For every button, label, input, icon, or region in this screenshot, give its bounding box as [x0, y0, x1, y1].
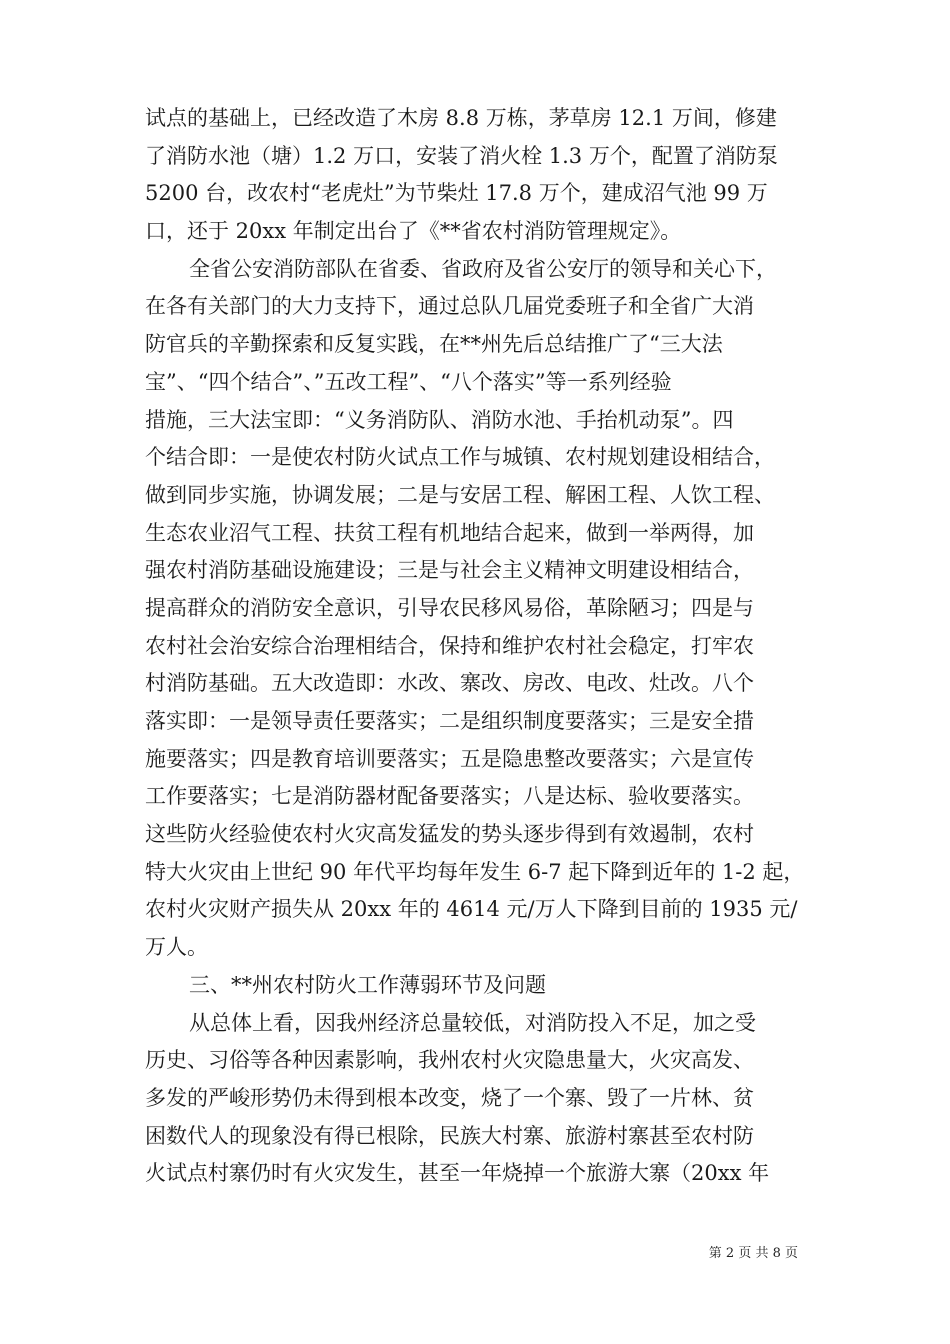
text-line: 强农村消防基础设施建设；三是与社会主义精神文明建设相结合，	[145, 558, 754, 583]
text-line: 这些防火经验使农村火灾高发猛发的势头逐步得到有效遏制，农村	[145, 822, 754, 847]
text-line: 提高群众的消防安全意识，引导农民移风易俗，革除陋习；四是与	[145, 595, 754, 620]
page-number-footer: 第 2 页 共 8 页	[708, 1246, 798, 1261]
section-heading: 三、**州农村防火工作薄弱环节及问题	[189, 972, 546, 997]
text-line: 困数代人的现象没有得已根除，民族大村寨、旅游村寨甚至农村防	[145, 1123, 754, 1148]
text-line: 历史、习俗等各种因素影响，我州农村火灾隐患量大，火灾高发、	[145, 1048, 754, 1073]
paragraph-start-line: 全省公安消防部队在省委、省政府及省公安厅的领导和关心下，	[189, 256, 777, 281]
document-body	[145, 100, 830, 1193]
text-line: 做到同步实施，协调发展；二是与安居工程、解困工程、人饮工程、	[145, 482, 775, 507]
text-line: 措施，三大法宝即：“义务消防队、消防水池、手抬机动泵”。四	[145, 407, 734, 432]
text-line: 万人。	[145, 935, 208, 960]
text-line: 在各有关部门的大力支持下，通过总队几届党委班子和全省广大消	[145, 294, 754, 319]
text-line: 宝”、“四个结合”、”五改工程”、“八个落实”等一系列经验	[145, 369, 672, 394]
text-line: 试点的基础上，已经改造了木房 8.8 万栋，茅草房 12.1 万间，修建	[145, 106, 777, 130]
text-line: 口，还于 20xx 年制定出台了《**省农村消防管理规定》。	[145, 219, 682, 244]
text-line: 5200 台，改农村“老虎灶”为节柴灶 17.8 万个，建成沼气池 99 万	[145, 181, 768, 206]
text-line: 农村火灾财产损失从 20xx 年的 4614 元/万人下降到目前的 1935 元/	[145, 897, 798, 922]
text-line: 农村社会治安综合治理相结合，保持和维护农村社会稳定，打牢农	[145, 633, 754, 658]
text-line: 防官兵的辛勤探索和反复实践，在**州先后总结推广了“三大法	[145, 332, 723, 357]
text-line: 落实即：一是领导责任要落实；二是组织制度要落实；三是安全措	[145, 709, 754, 733]
paragraph-start-line: 从总体上看，因我州经济总量较低，对消防投入不足，加之受	[189, 1010, 756, 1035]
text-line: 个结合即：一是使农村防火试点工作与城镇、农村规划建设相结合，	[145, 445, 775, 470]
text-line: 特大火灾由上世纪 90 年代平均每年发生 6-7 起下降到近年的 1-2 起，	[145, 859, 805, 884]
text-line: 工作要落实；七是消防器材配备要落实；八是达标、验收要落实。	[145, 784, 754, 809]
text-line: 多发的严峻形势仍未得到根本改变，烧了一个寨、毁了一片林、贫	[145, 1085, 754, 1110]
text-line: 村消防基础。五大改造即：水改、寨改、房改、电改、灶改。八个	[145, 671, 754, 696]
text-line: 了消防水池（塘）1.2 万口，安装了消火栓 1.3 万个，配置了消防泵	[145, 143, 778, 168]
text-line: 生态农业沼气工程、扶贫工程有机地结合起来，做到一举两得，加	[145, 520, 754, 545]
text-line: 施要落实；四是教育培训要落实；五是隐患整改要落实；六是宣传	[145, 746, 754, 771]
text-line: 火试点村寨仍时有火灾发生，甚至一年烧掉一个旅游大寨（20xx 年	[145, 1161, 770, 1186]
